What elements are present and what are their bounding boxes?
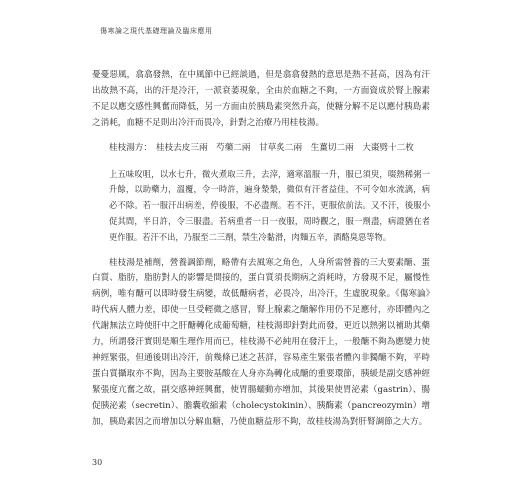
formula-label: 桂枝湯方： — [109, 142, 152, 153]
discussion-paragraph: 桂枝湯是補劑，營養調節劑，略帶有去風寒之角色，人身所需營養的三大要素醣、蛋白質、脂肪，脂肪對人的影響是間接的，蛋白質須長期病之消耗時，方發現不足，屬慢性病例，唯有醣可以即時發生病變，故低醣病者，必畏冷，出冷汗，生虛脫現象。《傷寒論》時代病人體力差，即使一旦受輕微之感冒，腎上腺素之醣解作用仍不足應付，亦即體內之代謝無法立時使肝中之肝醣轉化成葡萄糖，桂枝湯即針對此而發，更近以熱粥以補助其藥力，所謂發汗實則是順生理作用而已，桂枝湯不必純用在發汗上，一般醣不夠為應變力使神經緊張，但通後則出冷汗，前幾條已述之甚詳，容易產生緊張者體內非獨醣不夠，平時蛋白質攝取亦不夠，因為主要胺基酸在人身亦為轉化成醣的重要環節，胰緩是副交感神經緊張度亢奮之故，副交感神經興奮，使胃腸蠕動亦增加，其後果使胃泌素（gastrin）、腸促胰泌素（secretin）、膽囊收縮素（cholecystokinin）、胰酶素（pancreozymin）增加，胰島素因之而增加以分解血糖，乃使血糖益形不夠，故桂枝湯為對肝腎調節之大方。 — [92, 257, 430, 427]
spacer — [92, 246, 430, 256]
page-number: 30 — [92, 458, 103, 467]
intro-paragraph: 憂憂惡風，翕翕發熱，在中風節中已經談過，但是翕翕發熱的意思是熱不甚高，因為有汗出故熱不高，出的汗是冷汗，一派衰萎現象，全由於血糖之不夠，一方面資成於腎上腺素不足以應交感性興奮而降低，另一方面由於胰島素突然升高，使糖分解不足以應付胰島素之消耗，血糖不足則出冷汗而畏冷，針對之治療乃用桂枝湯。 — [92, 70, 430, 128]
formula-block — [109, 141, 430, 157]
formula-ingredients: 桂枝去皮三兩 芍藥二兩 甘草炙二兩 生薑切二兩 大棗劈十二枚 — [155, 142, 414, 153]
running-header: 傷寒論之現代基礎理論及臨床應用 — [100, 27, 213, 35]
page-body — [92, 68, 430, 430]
preparation-instructions: 上五味㕮咀，以水七升，微火煮取三升，去滓，適寒溫服一升，服已須臾，啜熱稀粥一升餘，以助藥力，溫覆，令一時許，遍身漐漐，微似有汗者益佳，不可令如水流漓，病必不除。若一服汗出病差，停後服，不必盡劑。若不汗，更服依前法。又不汗，後服小促其間，半日許，令三服盡。若病重者一日一夜服，周時觀之，服一劑盡，病證猶在者更作服。若汗不出，乃服至二三劑，禁生冷黏滑，肉麵五辛，酒酪臭惡等物。 — [109, 168, 430, 242]
